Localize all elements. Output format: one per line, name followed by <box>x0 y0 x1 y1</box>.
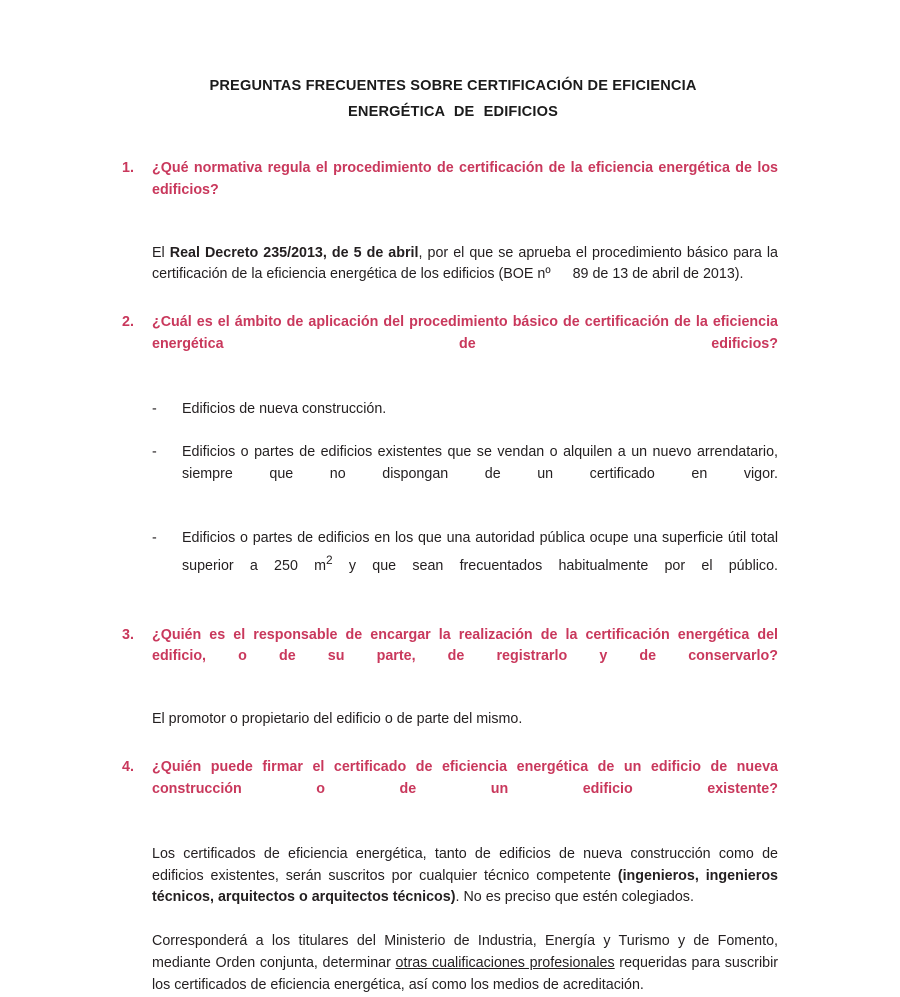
question-4-number: 4. <box>122 759 134 776</box>
list-item-text: Edificios de nueva construcción. <box>182 400 387 417</box>
dash-bullet-icon: - <box>152 444 157 461</box>
answer-4-paragraph-1 <box>152 844 778 909</box>
list-item <box>152 442 778 507</box>
page-title <box>122 74 778 124</box>
question-1-number: 1. <box>122 160 134 176</box>
answer-4-p2-lead: Corresponderá a los titulares del Ministerio de Industria, Energía y Turismo y de Fomento, mediante Orden conjunta, determinar <box>152 933 778 971</box>
list-item <box>152 399 778 421</box>
question-3 <box>122 625 778 690</box>
dash-bullet-icon: - <box>152 400 157 417</box>
question-4 <box>122 757 778 822</box>
answer-3 <box>152 709 778 731</box>
question-1-text: ¿Qué normativa regula el procedimiento de certificación de la eficiencia energética de los edificios? <box>152 160 778 198</box>
list-item <box>152 528 778 599</box>
answer-2-bullet-list <box>152 399 778 599</box>
answer-3-text: El promotor o propietario del edificio o de parte del mismo. <box>152 711 523 728</box>
faq-item-1 <box>122 158 778 286</box>
answer-1 <box>152 243 778 287</box>
page-title-line-1: PREGUNTAS FRECUENTES SOBRE CERTIFICACIÓN DE EFICIENCIA <box>209 78 697 94</box>
faq-item-3 <box>122 625 778 731</box>
question-3-text: ¿Quién es el responsable de encargar la realización de la certificación energética del edificio, o de su parte, de registrarlo y de conservarlo? <box>152 626 778 665</box>
answer-4-p1-lead: Los certificados de eficiencia energética, tanto de edificios de nueva construcción como de edificios existentes, serán suscritos por cualquier técnico competente <box>152 845 778 884</box>
answer-4-p2-rest: requeridas para suscribir los certificados de eficiencia energética, así como los medios de acreditación. <box>152 954 779 993</box>
question-2-text: ¿Cuál es el ámbito de aplicación del procedimiento básico de certificación de la eficiencia energética de edificios? <box>152 314 778 352</box>
answer-1-bold-decree: Real Decreto 235/2013, de 5 de abril <box>169 244 419 261</box>
list-item-text-after-superscript: y que sean frecuentados habitualmente por el público. <box>332 557 778 574</box>
page-title-line-2: ENERGÉTICA DE EDIFICIOS <box>348 104 558 120</box>
faq-item-4 <box>122 757 778 996</box>
answer-1-lead: El <box>152 244 170 261</box>
document-content <box>122 74 778 997</box>
answer-4-paragraph-2 <box>152 931 778 996</box>
answer-4-p2-underlined-qualifications: otras cualificaciones profesionales <box>395 954 615 971</box>
question-2-number: 2. <box>122 314 134 331</box>
question-4-text: ¿Quién puede firmar el certificado de eficiencia energética de un edificio de nueva construcción o de un edificio existente? <box>152 759 778 797</box>
answer-4-p1-rest: . No es preciso que estén colegiados. <box>455 889 694 906</box>
faq-item-2 <box>122 312 778 599</box>
answer-1-rest-a: , por el que se aprueba el procedimiento básico para la certificación de la eficiencia energética de los edificios (BOE nº <box>152 244 779 283</box>
list-item-text-before-superscript: Edificios o partes de edificios en los que una autoridad pública ocupe una superficie útil total superior a 250 m <box>182 529 778 574</box>
dash-bullet-icon: - <box>152 529 157 546</box>
answer-1-boe-number: 89 <box>572 266 589 283</box>
square-meters-superscript: 2 <box>326 552 333 567</box>
list-item-text: Edificios o partes de edificios existentes que se vendan o alquilen a un nuevo arrendatario, siempre que no dispongan de un certificado en vigor. <box>182 444 778 483</box>
list-item-text <box>182 528 778 599</box>
answer-1-rest-b: de 13 de abril de 2013). <box>592 266 744 283</box>
question-1 <box>122 158 778 223</box>
question-3-number: 3. <box>122 626 134 643</box>
answer-4-p1-bold-professions: (ingenieros, ingenieros técnicos, arquitectos o arquitectos técnicos) <box>152 867 779 906</box>
question-2 <box>122 312 778 377</box>
